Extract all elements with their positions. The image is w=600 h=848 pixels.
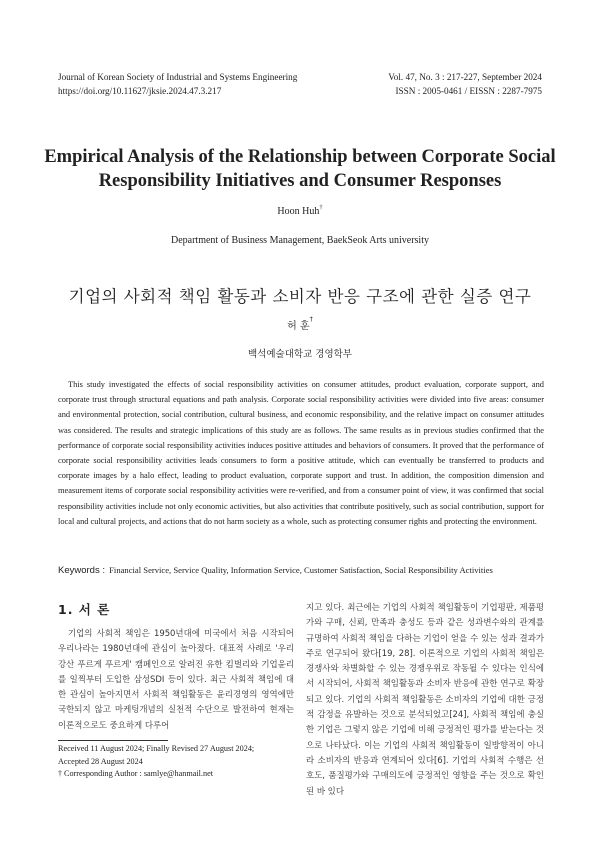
corresponding-author: Corresponding Author : samlye@hanmail.net: [64, 769, 213, 779]
author-mark: †: [319, 204, 323, 211]
right-column: [306, 600, 544, 799]
accepted-line: Accepted 28 August 2024: [58, 756, 143, 766]
author-name: Hoon Huh: [277, 206, 320, 217]
department: Department of Business Management, BaekSeok Arts university: [170, 235, 429, 246]
section-heading: 1. 서 론: [58, 602, 111, 617]
doi-link[interactable]: https://doi.org/10.11627/jksie.2024.47.3.217: [58, 86, 222, 96]
journal-header-left: [58, 70, 297, 98]
korean-department: 백석예술대학교 경영학부: [248, 349, 352, 360]
journal-header-right: [388, 70, 542, 98]
received-line: Received 11 August 2024; Finally Revised 27 August 2024;: [58, 744, 255, 753]
korean-author-line: [0, 317, 600, 332]
footnote-mark: †: [58, 769, 62, 779]
volume-info: Vol. 47, No. 3 : 217-227, September 2024: [388, 72, 542, 82]
right-paragraph: 지고 있다. 최근에는 기업의 사회적 책임활동이 기업평판, 제품평가와 구매, 신뢰, 만족과 충성도 등과 같은 성과변수와의 관계를 규명하여 사회적 책임을 다하는 기업이 얻을 수 있는 성과 결과가 주로 연구되어 왔다[19, 28]. 이론적으로 기업의 사회적 책임은 경쟁사와 차별화할 수 있는 경쟁우위로 작동될 수 있다는 인식에서 시작되어, 사회적 책임활동과 소비자 반응에 관한 연구로 확장되고 있다. 기업의 사회적 책임활동은 소비자의 기업에 대한 긍정적 감정을 유발하는 것으로 분석되었고[24], 사회적 책임에 충실한 기업은 그렇지 않은 기업에 비해 긍정적인 평가를 받는다는 것으로 나타났다. 이는 기업의 사회적 책임활동이 일방향적이 아니라 소비자의 반응과 연계되어 있다[6]. 기업의 사회적 수행은 선호도, 품질평가와 구매의도에 긍정적인 영향을 주는 것으로 확인된 바 있다: [306, 602, 544, 796]
issn-info: ISSN : 2005-0461 / EISSN : 2287-7975: [395, 86, 542, 96]
journal-name: Journal of Korean Society of Industrial and Systems Engineering: [58, 72, 298, 82]
left-paragraph: 기업의 사회적 책임은 1950년대에 미국에서 처음 시작되어 우리나라는 1980년대에 관심이 높아졌다. 대표적 사례로 '우리강산 푸르게 푸르게' 캠페인으로 알려진 유한 킴벌리와 기업윤리를 일찍부터 도입한 삼성SDI 등이 있다. 최근 사회적 책임에 대한 관심이 높아지면서 사회적 책임활동은 윤리경영의 영역에만 국한되지 않고 마케팅개념의 실천적 수단으로 발전하여 현재는 이론적으로도 중요하게 다루어: [58, 628, 294, 730]
paper-title: [40, 145, 560, 193]
korean-author-mark: †: [309, 315, 313, 323]
author-line: [0, 206, 600, 217]
footnote: [58, 743, 298, 781]
footnote-divider: [58, 740, 168, 741]
keywords-text: Financial Service, Service Quality, Information Service, Customer Satisfaction, Social Responsibility Activities: [109, 565, 493, 575]
title-line-2: Responsibility Initiatives and Consumer Responses: [98, 171, 502, 191]
corresponding-line: [58, 768, 298, 781]
abstract: This study investigated the effects of social responsibility activities on consumer attitudes, product evaluation, corporate support, and corporate trust through structural equations and path analysis. Corporate social responsibility activities were divided into five areas: consumer and environmental protection, social contribution, cultural business, and economic responsibility, and the relative impact on consumer attitudes was considered. The results and strategic implications of this study are as follows. The same results as in previous studies confirmed that the performance of corporate social responsibility activities induces positive attitudes and behaviors of consumers. It proved that the performance of corporate social responsibility activities leads consumers to form a positive attitude, which can eventually be transferred to products and corporate images by a halo effect, leading to product evaluation, corporate support and trust. In addition, the composition dimension and measurement items of corporate social responsibility activities were re-verified, and from a consumer point of view, it was confirmed that social responsibility activities include not only economic activities, but also activities that contribute positively, such as social contribution, support for local and cultural projects, and actions that do not harm society as a whole, such as protecting consumer rights and protecting the environment.: [58, 380, 544, 526]
left-column: [58, 600, 294, 733]
korean-author-name: 허 훈: [287, 321, 310, 332]
keywords-label: Keywords :: [58, 565, 105, 576]
title-line-1: Empirical Analysis of the Relationship between Corporate Social: [44, 147, 556, 167]
korean-title: 기업의 사회적 책임 활동과 소비자 반응 구조에 관한 실증 연구: [68, 287, 532, 306]
keywords-line: [58, 565, 548, 576]
